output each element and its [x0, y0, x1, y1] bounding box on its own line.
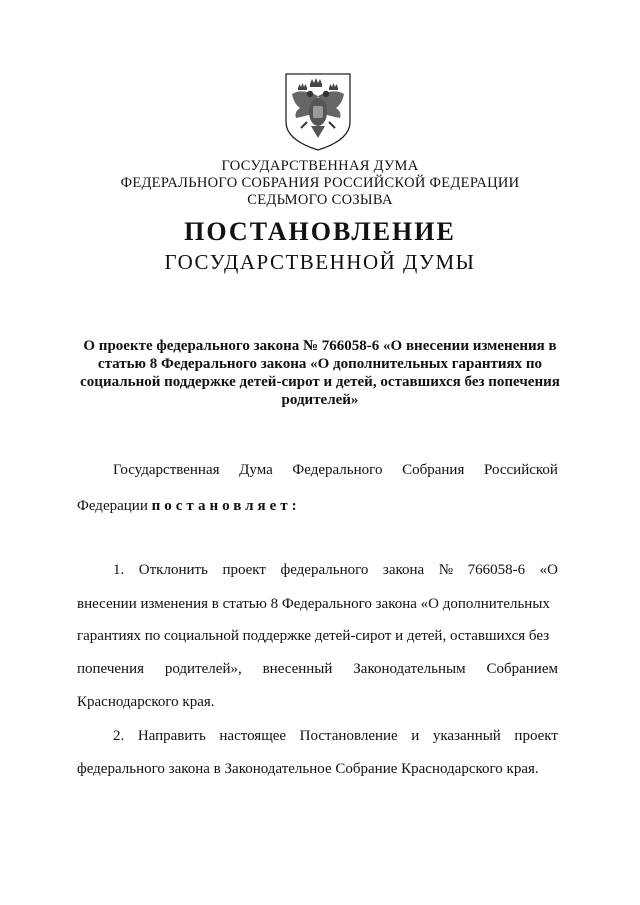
document-subtitle: ГОСУДАРСТВЕННОЙ ДУМЫ	[164, 250, 476, 274]
header-line-duma: ГОСУДАРСТВЕННАЯ ДУМА	[221, 158, 419, 174]
document-title: ПОСТАНОВЛЕНИЕ	[184, 217, 456, 246]
word: №	[438, 562, 454, 578]
word: федерального	[280, 562, 369, 578]
russian-coat-of-arms-icon	[280, 70, 356, 152]
item1-line-5: Краснодарского края.	[77, 694, 215, 710]
word: Отклонить	[138, 562, 208, 578]
word: настоящее	[219, 728, 287, 744]
word: проект	[222, 562, 266, 578]
word: Федерального	[292, 462, 383, 478]
word: 2.	[113, 728, 125, 744]
word: и	[411, 728, 420, 744]
header-line-federal-assembly: ФЕДЕРАЛЬНОГО СОБРАНИЯ РОССИЙСКОЙ ФЕДЕРАЦИИ	[120, 175, 520, 191]
item2-line-1	[113, 728, 558, 745]
subject-line: статью 8 Федерального закона «О дополнительных гарантиях по	[97, 356, 543, 372]
word: Направить	[137, 728, 206, 744]
word: внесенный	[262, 661, 333, 677]
header-line-convocation: СЕДЬМОГО СОЗЫВА	[247, 192, 393, 208]
item1-line-2: внесении изменения в статью 8 Федерального закона «О дополнительных	[77, 596, 550, 612]
word: Дума	[239, 462, 273, 478]
word: указанный	[432, 728, 501, 744]
word: Законодательным	[353, 661, 466, 677]
word: «О	[539, 562, 558, 578]
word: 1.	[113, 562, 125, 578]
word: Собранием	[486, 661, 558, 677]
document-subject	[70, 337, 570, 409]
word: Государственная	[113, 462, 220, 478]
word: 766058-6	[467, 562, 526, 578]
subject-line: родителей»	[281, 392, 359, 408]
word: Постановление	[299, 728, 398, 744]
word: родителей»,	[164, 661, 242, 677]
word: проект	[514, 728, 558, 744]
subject-line: О проекте федерального закона № 766058-6 «О внесении изменения в	[83, 338, 557, 354]
preamble-text: Федерации	[77, 498, 148, 514]
word: закона	[382, 562, 425, 578]
word: Собрания	[402, 462, 465, 478]
item1-line-4	[77, 661, 558, 678]
word: попечения	[77, 661, 144, 677]
word: Российской	[484, 462, 558, 478]
preamble-line-2	[77, 498, 301, 515]
item1-line-3: гарантиях по социальной поддержке детей-сирот и детей, оставшихся без	[77, 628, 550, 644]
preamble-line-1	[113, 462, 558, 479]
preamble-decree-word: постановляет:	[151, 498, 301, 514]
item2-line-2: федерального закона в Законодательное Собрание Краснодарского края.	[77, 761, 539, 777]
item1-line-1	[113, 562, 558, 579]
subject-line: социальной поддержке детей-сирот и детей, оставшихся без попечения	[80, 374, 560, 390]
